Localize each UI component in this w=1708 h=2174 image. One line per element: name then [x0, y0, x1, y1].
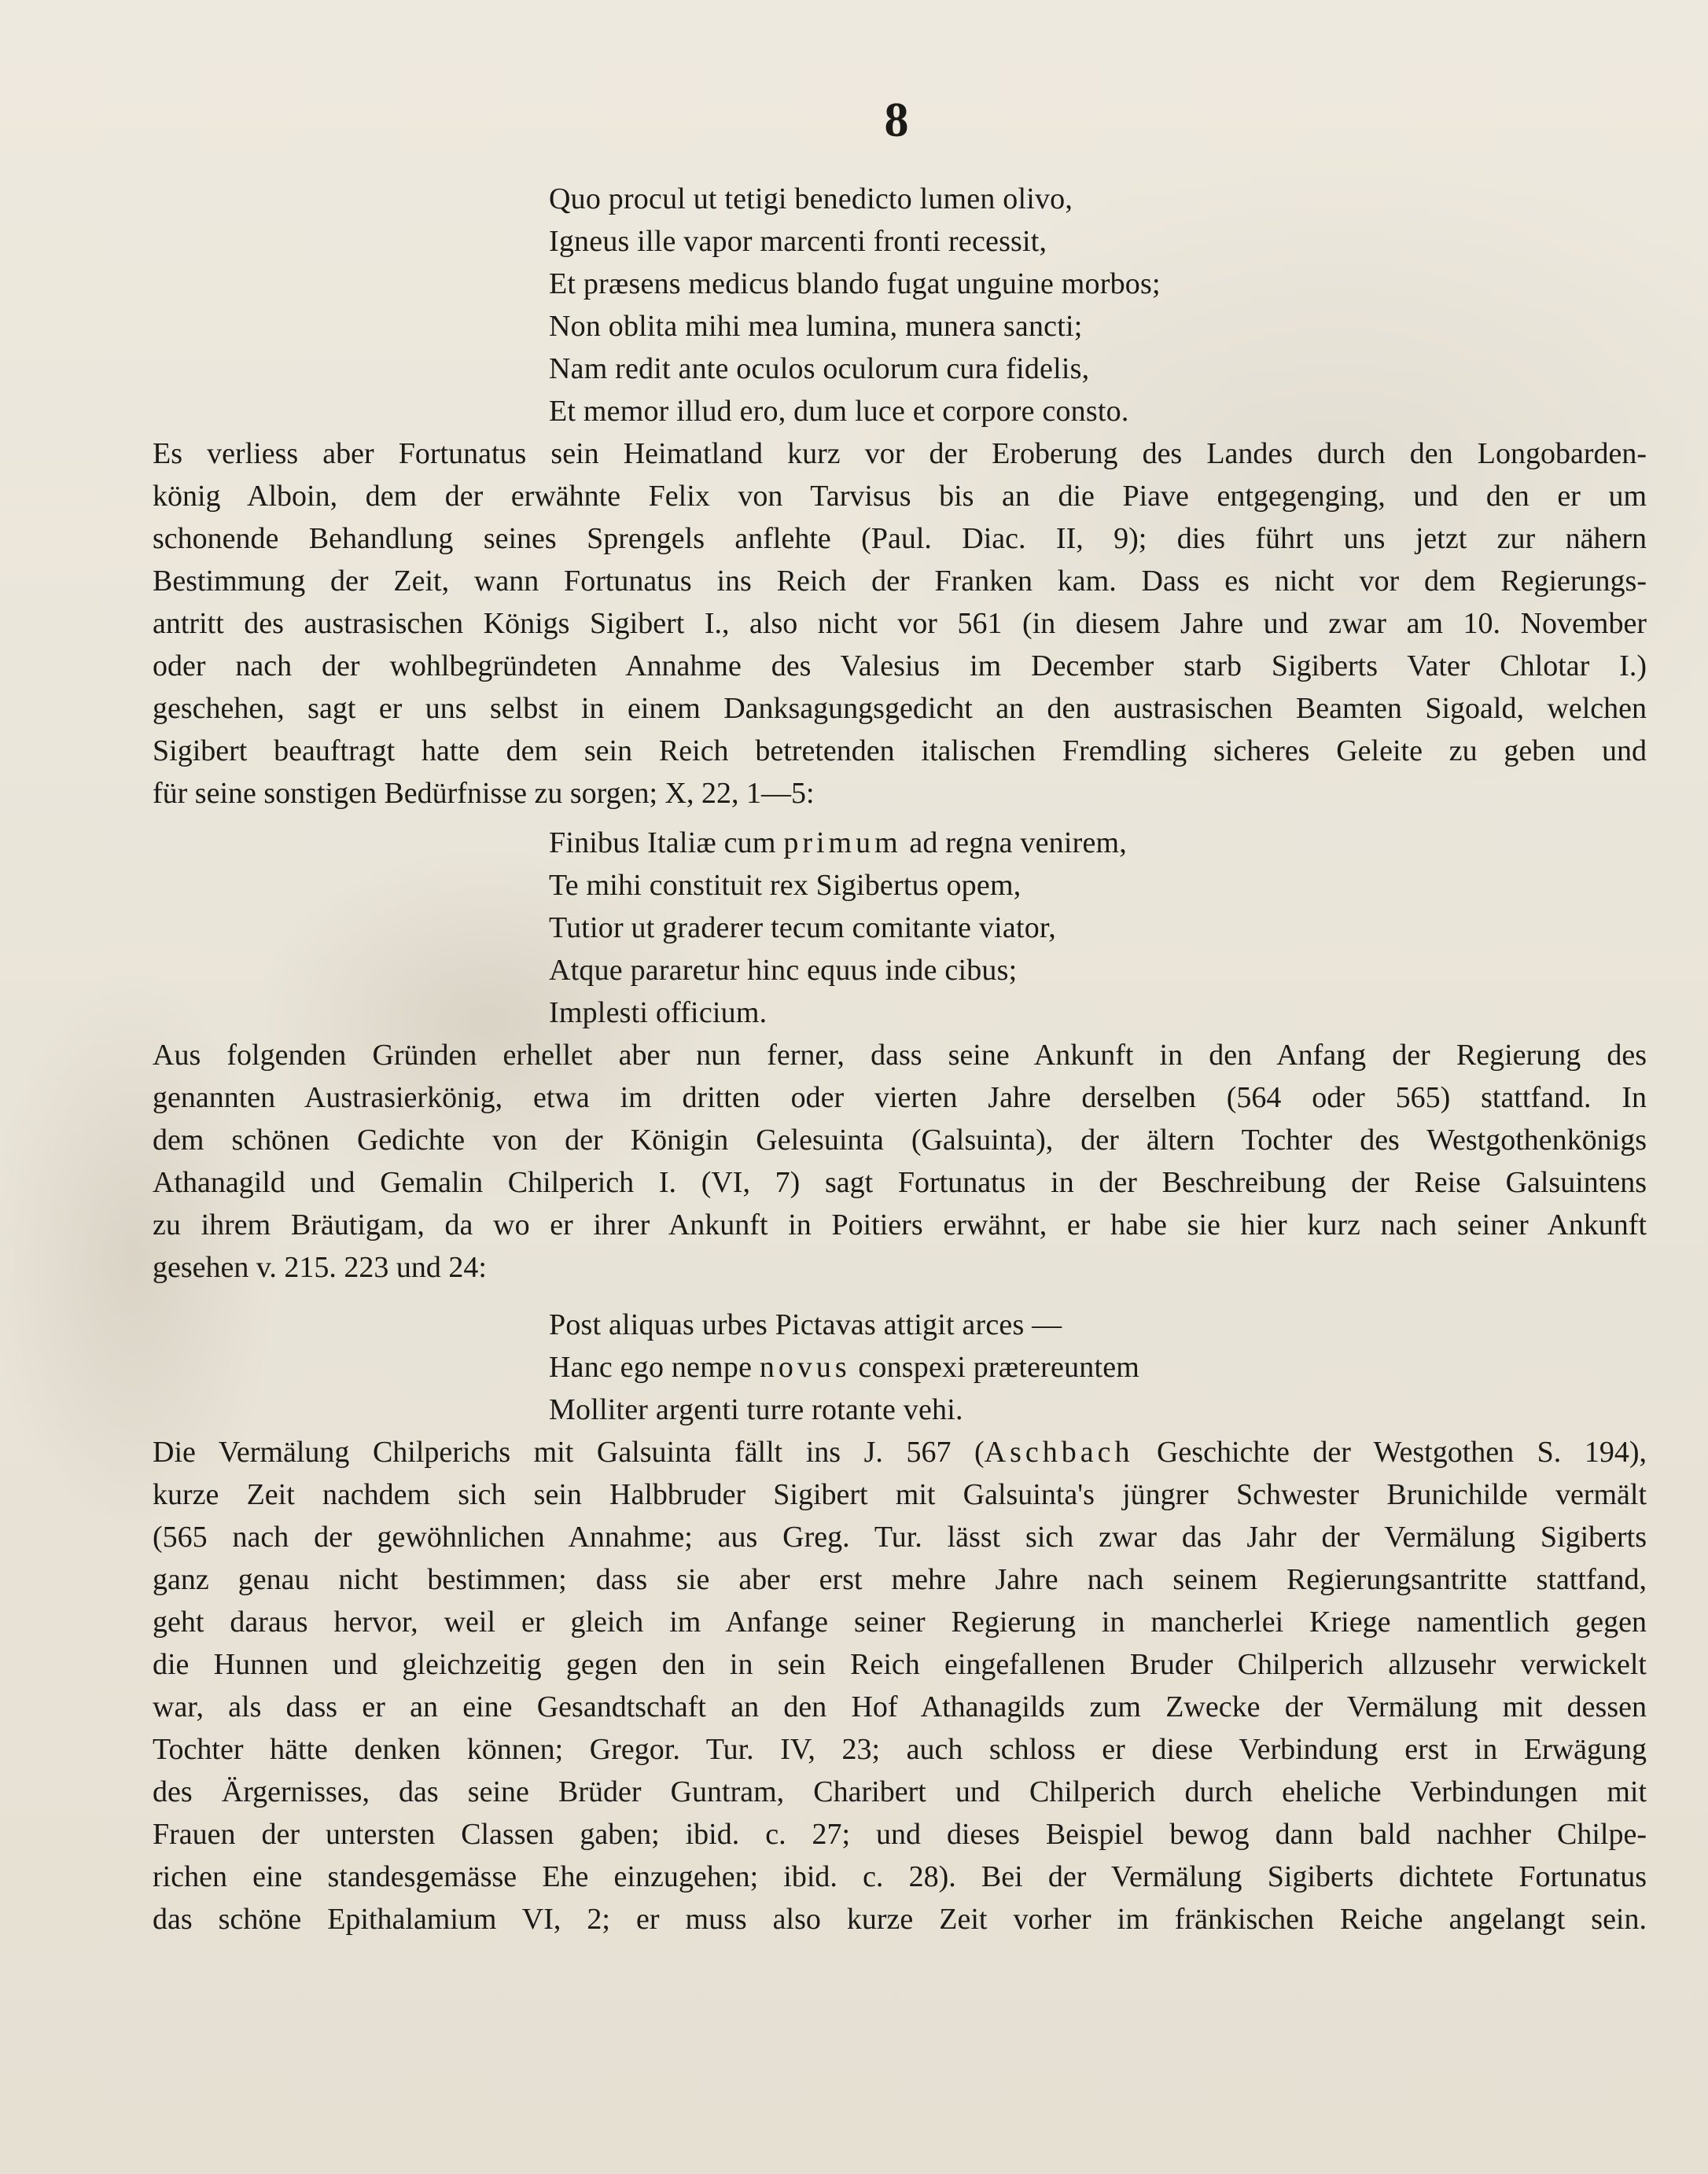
- latin-verse-block-1: [549, 178, 1161, 432]
- prose-line: antritt des austrasischen Königs Sigibert I., also nicht vor 561 (in diesem Jahre und zwar am 10. November: [153, 607, 1647, 640]
- prose-line: oder nach der wohlbegründeten Annahme des Valesius im December starb Sigiberts Vater Chlotar I.): [153, 649, 1647, 682]
- prose-line: Es verliess aber Fortunatus sein Heimatland kurz vor der Eroberung des Landes durch den Longobarden-: [153, 437, 1647, 470]
- prose-line: Aus folgenden Gründen erhellet aber nun ferner, dass seine Ankunft in den Anfang der Regierung des: [153, 1039, 1647, 1072]
- verse-line: Quo procul ut tetigi benedicto lumen olivo,: [549, 182, 1073, 215]
- page-number: 8: [884, 94, 909, 147]
- prose-line: des Ärgernisses, das seine Brüder Guntram, Charibert und Chilperich durch eheliche Verbindungen mit: [153, 1775, 1647, 1808]
- prose-line: Frauen der untersten Classen gaben; ibid. c. 27; und dieses Beispiel bewog dann bald nachher Chilpe-: [153, 1818, 1647, 1851]
- prose-line: das schöne Epithalamium VI, 2; er muss also kurze Zeit vorher im fränkischen Reiche angelangt sein.: [153, 1903, 1647, 1936]
- verse-line: Non oblita mihi mea lumina, munera sancti;: [549, 310, 1083, 343]
- prose-paragraph-3: [153, 1431, 1647, 1940]
- prose-line: schonende Behandlung seines Sprengels anflehte (Paul. Diac. II, 9); dies führt uns jetzt zur nähern: [153, 522, 1647, 555]
- prose-paragraph-1: [153, 432, 1647, 815]
- prose-line: war, als dass er an eine Gesandtschaft an den Hof Athanagilds zum Zwecke der Vermälung mit dessen: [153, 1690, 1647, 1723]
- prose-text: Geschichte der Westgothen S. 194),: [1133, 1436, 1647, 1469]
- verse-line: Atque pararetur hinc equus inde cibus;: [549, 954, 1018, 987]
- prose-line: für seine sonstigen Bedürfnisse zu sorgen; X, 22, 1—5:: [153, 777, 815, 810]
- verse-line: [549, 1346, 1139, 1389]
- spaced-emphasis: primum: [783, 826, 902, 859]
- verse-line: Igneus ille vapor marcenti fronti recessit,: [549, 225, 1047, 258]
- prose-line: gesehen v. 215. 223 und 24:: [153, 1251, 487, 1284]
- prose-paragraph-2: [153, 1034, 1647, 1289]
- verse-line: Post aliquas urbes Pictavas attigit arces —: [549, 1308, 1062, 1341]
- prose-line: ganz genau nicht bestimmen; dass sie aber erst mehre Jahre nach seinem Regierungsantritte stattfand,: [153, 1563, 1647, 1596]
- verse-text: conspexi prætereuntem: [850, 1351, 1140, 1384]
- prose-line: dem schönen Gedichte von der Königin Gelesuinta (Galsuinta), der ältern Tochter des Westgothenkönigs: [153, 1124, 1647, 1157]
- prose-line: [153, 1431, 1647, 1473]
- prose-line: geschehen, sagt er uns selbst in einem Danksagungsgedicht an den austrasischen Beamten Sigoald, welchen: [153, 692, 1647, 725]
- verse-line: Et memor illud ero, dum luce et corpore consto.: [549, 395, 1129, 428]
- prose-line: Athanagild und Gemalin Chilperich I. (VI, 7) sagt Fortunatus in der Beschreibung der Reise Galsuintens: [153, 1166, 1647, 1199]
- verse-text: Finibus Italiæ cum: [549, 826, 784, 859]
- verse-line: Nam redit ante oculos oculorum cura fidelis,: [549, 352, 1090, 385]
- prose-line: (565 nach der gewöhnlichen Annahme; aus Greg. Tur. lässt sich zwar das Jahr der Vermälung Sigiberts: [153, 1521, 1647, 1554]
- prose-line: Bestimmung der Zeit, wann Fortunatus ins Reich der Franken kam. Dass es nicht vor dem Regierungs-: [153, 565, 1647, 598]
- verse-line: Tutior ut graderer tecum comitante viator,: [549, 911, 1056, 944]
- prose-line: Tochter hätte denken können; Gregor. Tur. IV, 23; auch schloss er diese Verbindung erst in Erwägung: [153, 1733, 1647, 1766]
- latin-verse-block-3: [549, 1304, 1139, 1431]
- prose-text: Die Vermälung Chilperichs mit Galsuinta fällt ins J. 567 (: [153, 1436, 985, 1469]
- prose-line: zu ihrem Bräutigam, da wo er ihrer Ankunft in Poitiers erwähnt, er habe sie hier kurz nach seiner Ankunft: [153, 1208, 1647, 1241]
- prose-line: die Hunnen und gleichzeitig gegen den in sein Reich eingefallenen Bruder Chilperich allzusehr verwickelt: [153, 1648, 1647, 1681]
- prose-line: könig Alboin, dem der erwähnte Felix von Tarvisus bis an die Piave entgegenging, und den er um: [153, 480, 1647, 513]
- verse-line: [549, 822, 1127, 864]
- verse-text: Hanc ego nempe: [549, 1351, 760, 1384]
- verse-line: Et præsens medicus blando fugat unguine morbos;: [549, 267, 1161, 300]
- verse-text: ad regna venirem,: [901, 826, 1127, 859]
- prose-line: Sigibert beauftragt hatte dem sein Reich betretenden italischen Fremdling sicheres Geleite zu geben und: [153, 734, 1647, 767]
- prose-line: genannten Austrasierkönig, etwa im dritten oder vierten Jahre derselben (564 oder 565) stattfand. In: [153, 1081, 1647, 1114]
- spaced-emphasis: novus: [759, 1351, 851, 1384]
- latin-verse-block-2: [549, 822, 1127, 1034]
- verse-line: Te mihi constituit rex Sigibertus opem,: [549, 869, 1021, 902]
- prose-line: kurze Zeit nachdem sich sein Halbbruder Sigibert mit Galsuinta's jüngrer Schwester Brunichilde vermält: [153, 1478, 1647, 1511]
- verse-line: Implesti officium.: [549, 996, 767, 1029]
- prose-line: richen eine standesgemässe Ehe einzugehen; ibid. c. 28). Bei der Vermälung Sigiberts dichtete Fortunatus: [153, 1860, 1647, 1893]
- verse-line: Molliter argenti turre rotante vehi.: [549, 1393, 963, 1426]
- prose-line: geht daraus hervor, weil er gleich im Anfange seiner Regierung in mancherlei Kriege namentlich gegen: [153, 1606, 1647, 1639]
- spaced-emphasis: Aschbach: [984, 1436, 1134, 1469]
